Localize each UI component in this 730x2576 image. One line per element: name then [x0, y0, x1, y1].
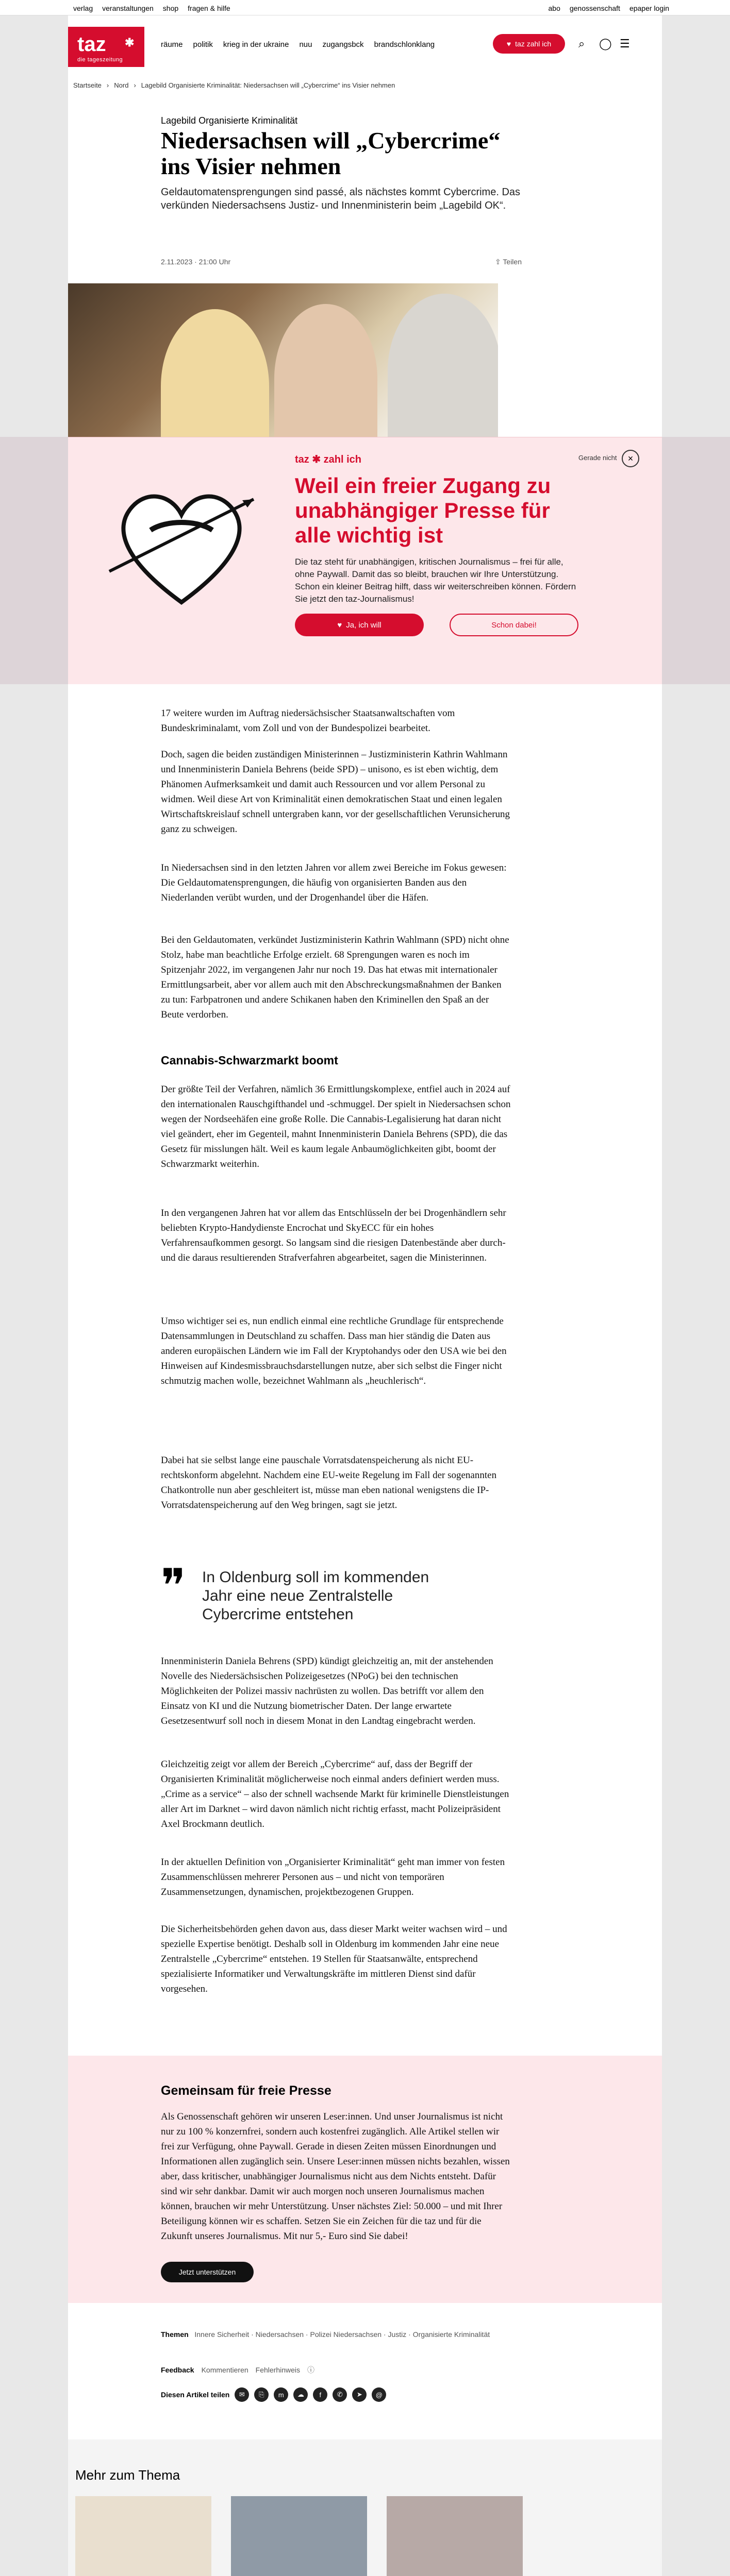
pull-quote-text: In Oldenburg soll im kommenden Jahr eine neue Zentralstelle Cybercrime entstehen: [202, 1569, 429, 1623]
user-icon[interactable]: ◯: [599, 37, 612, 50]
article-paragraph: Gleichzeitig zeigt vor allem der Bereich „Cybercrime“ auf, dass der Begriff der Organisierten Kriminalität möglicherweise noch einmal anders definiert werden muss. „Crime as a service“ – also der schnell wachsende Markt für kriminelle Dienstleistungen aller Art im Darknet – wird davon nämlich nicht richtig erfasst, macht Polizeipräsident Axel Brockmann deutlich.: [161, 1759, 509, 1829]
article-teaser: Geldautomatensprengungen sind passé, als nächstes kommt Cybercrime. Das verkünden Niedersachsens Justiz- und Innenministerin beim „Lagebild OK“.: [161, 187, 521, 211]
share-icon: ⇪: [495, 258, 503, 266]
related-card[interactable]: [231, 2496, 367, 2576]
yes-button[interactable]: [295, 614, 424, 636]
article-date: 2.11.2023 · 21:00 Uhr: [161, 258, 231, 266]
taz-zahl-ich-button[interactable]: [493, 34, 565, 54]
help-icon[interactable]: ⓘ: [307, 2366, 315, 2374]
not-now-link[interactable]: Gerade nicht: [578, 454, 617, 462]
related-card[interactable]: [387, 2496, 523, 2576]
share-button[interactable]: [495, 258, 522, 266]
search-icon[interactable]: ⌕: [578, 37, 585, 50]
feedback-label: Feedback: [161, 2366, 194, 2374]
support-text: Als Genossenschaft gehören wir unseren Leser:innen. Und unser Journalismus ist nicht nur zu 100 % konzernfrei, sondern auch kostenfrei zugänglich. Alle Artikel stellen wir frei zur Verfügung, ohne Paywall. Gerade in diesen Zeiten müssen Einordnungen und Informationen allen zugänglich sein. Unsere Leser:innen müssen nichts bezahlen, wissen aber, dass kritischer, unabhängiger Journalismus nicht aus dem Nichts entsteht. Dafür sind wir sehr dankbar. Damit wir auch morgen noch unseren Journalismus machen können, brauchen wir mehr Unterstützung. Unser nächstes Ziel: 50.000 – und mit Ihrer Beteiligung können wir es schaffen. Setzen Sie ein Zeichen für die taz und für die Zukunft unseres Journalismus. Mit nur 5,- Euro sind Sie dabei!: [161, 2111, 510, 2242]
close-icon[interactable]: ×: [622, 450, 639, 467]
utility-link-help[interactable]: fragen & hilfe: [188, 4, 230, 12]
breadcrumb-home[interactable]: Startseite: [73, 81, 102, 89]
whatsapp-icon[interactable]: ✆: [333, 2387, 347, 2402]
article-paragraph: Die Sicherheitsbehörden gehen davon aus, dass dieser Markt weiter wachsen wird – und spezielle Expertise benötigt. Deshalb soll in Oldenburg im kommenden Jahr eine neue Zentralstelle „Cybercrime“ entstehen. 19 Stellen für Staatsanwälte, entsprechend spezialisierte Informatiker und Verwaltungskräfte im mittleren Dienst sind dafür vorgesehen.: [161, 1924, 507, 1994]
tag-link[interactable]: Organisierte Kriminalität: [412, 2330, 490, 2338]
copy-link-icon[interactable]: ⎘: [254, 2387, 269, 2402]
tag-link[interactable]: Niedersachsen: [255, 2330, 304, 2338]
article-paragraph: Doch, sagen die beiden zuständigen Ministerinnen – Justizministerin Kathrin Wahlmann und Innenministerin Daniela Behrens (beide SPD) – unisono, es ist eben wichtig, dem Phänomen Aufmerksamkeit und damit auch Ressourcen und vor allem Personal zu widmen. Weil diese Art von Kriminalität einen demokratischen Staat und einen legalen Wirtschaftskreislauf schnell untergraben kann, vor der gesellschaftlichen Verunsicherung ganz zu schweigen.: [161, 749, 510, 835]
telegram-icon[interactable]: ➤: [352, 2387, 367, 2402]
related-section: [68, 2439, 662, 2576]
breadcrumb-separator: ›: [134, 81, 136, 89]
nav-item-4[interactable]: nuu: [299, 40, 312, 49]
subheading: Cannabis-Schwarzmarkt boomt: [161, 1054, 338, 1067]
utility-bar: [0, 0, 730, 15]
comment-link[interactable]: Kommentieren: [201, 2366, 248, 2374]
facebook-icon[interactable]: f: [313, 2387, 327, 2402]
hero-person-2: [274, 304, 377, 453]
article-paragraph: Dabei hat sie selbst lange eine pauschale Vorratsdatenspeicherung als nicht EU-rechtskonform abgelehnt. Nachdem eine EU-weite Regelung im Fall der sogenannten Chatkontrolle nun aber geschleitert ist, müsse man eben national wenigstens die IP-Vorratsdatenspeicherung auf den Weg bringen, sagt sie jetzt.: [161, 1455, 497, 1511]
taz-heart-icon: [104, 468, 259, 623]
paw-icon: ✱: [125, 36, 135, 49]
bluesky-icon[interactable]: ☁: [293, 2387, 308, 2402]
taz-zahl-ich-label: taz zahl ich: [515, 40, 552, 48]
threads-icon[interactable]: @: [372, 2387, 386, 2402]
article-paragraph: In den vergangenen Jahren hat vor allem das Entschlüsseln der bei Drogenhändlern sehr beliebten Krypto-Handydienste Encrochat und SkyECC für ein hohes Verfahrensaufkommen gesorgt. So langsam sind die riesigen Datenbestände aber durch- und die daraus resultierenden Strafverfahren abgearbeitet, sagen die Ministerinnen.: [161, 1208, 506, 1263]
menu-icon[interactable]: ☰: [620, 37, 630, 50]
breadcrumb-separator: ›: [106, 81, 109, 89]
article-paragraph: In Niedersachsen sind in den letzten Jahren vor allem zwei Bereiche im Fokus gewesen: Die Geldautomatensprengungen, die häufig von organisierten Banden aus den Niederlanden verübt wurden, und der Drogenhandel über die Häfen.: [161, 862, 507, 903]
related-card-image: [75, 2496, 211, 2576]
utility-link-genossenschaft[interactable]: genossenschaft: [569, 4, 620, 12]
article-paragraph: 17 weitere wurden im Auftrag niedersächsischer Staatsanwaltschaften vom Bundeskriminalamt, vom Zoll und von der Bundespolizei bearbeitet.: [161, 708, 455, 734]
modal-text: Die taz steht für unabhängigen, kritischen Journalismus – frei für alle, ohne Paywall. Damit das so bleibt, brauchen wir Ihre Unterstützung. Schon ein kleiner Beitrag hilft, dass wir weiterschreiben können. Fördern Sie jetzt den taz-Journalismus!: [295, 557, 576, 604]
support-title: Gemeinsam für freie Presse: [161, 2083, 331, 2098]
article-paragraph: Innenministerin Daniela Behrens (SPD) kündigt gleichzeitig an, mit der anstehenden Novelle des Niedersächsischen Polizeigesetzes (NPoG) bei den technischen Möglichkeiten der Polizei massiv nachrüsten zu wollen. Das betrifft vor allem den Einsatz von KI und die Nutzung biometrischer Daten. Der lange erwartete Gesetzesentwurf soll noch in diesem Monat in den Landtag eingebracht werden.: [161, 1656, 493, 1726]
hero-person-3: [388, 294, 498, 448]
topic-tags: Themen Innere Sicherheit · Niedersachsen · Polizei Niedersachsen · Justiz · Organisierte Kriminalität: [161, 2330, 490, 2338]
breadcrumb: [73, 81, 395, 89]
share-label: Teilen: [503, 258, 522, 266]
related-card[interactable]: [75, 2496, 211, 2576]
breadcrumb-current: Lagebild Organisierte Kriminalität: Niedersachsen will „Cybercrime“ ins Visier nehmen: [141, 81, 395, 89]
article-kicker: Lagebild Organisierte Kriminalität: [161, 115, 298, 126]
share-row: [161, 2387, 386, 2402]
nav-item-2[interactable]: politik: [193, 40, 213, 49]
article-paragraph: Bei den Geldautomaten, verkündet Justizministerin Kathrin Wahlmann (SPD) nicht ohne Stolz, habe man beachtliche Erfolge erzielt. 68 Sprengungen waren es noch im Spitzenjahr 2022, im vergangenen Jahr nur noch 19. Das hat etwas mit internationaler Ermittlungsarbeit, aber vor allem auch mit den Abschreckungsmaßnahmen der Banken zu tun: Farbpatronen und andere Schikanen haben den Kriminellen den Spaß an der Beute verdorben.: [161, 935, 509, 1020]
quote-mark-icon: ❞: [161, 1561, 186, 1612]
article-meta: [161, 258, 522, 266]
heart-icon: ♥: [337, 620, 342, 630]
article-paragraph: Der größte Teil der Verfahren, nämlich 36 Ermittlungskomplexe, entfiel auch in 2024 auf den internationalen Rauschgifthandel und -schmuggel. Der spielt in Niedersachsen schon wegen der Nordseehäfen eine große Rolle. Die Cannabis-Legalisierung hat daran nicht viel geändert, eher im Gegenteil, mahnt Innenministerin Daniela Behrens (SPD), die das Gesetz für misslungen hält. Weil es kaum legale Anbaumöglichkeiten gibt, boomt der Schwarzmarkt weiterhin.: [161, 1084, 511, 1170]
related-title: Mehr zum Thema: [75, 2467, 180, 2483]
nav-item-5[interactable]: zugangsbck: [322, 40, 364, 49]
nav-item-6[interactable]: brandschlonklang: [374, 40, 435, 49]
related-card-image: [231, 2496, 367, 2576]
site-header: [68, 27, 662, 66]
utility-link-shop[interactable]: shop: [162, 4, 179, 12]
tag-link[interactable]: Innere Sicherheit: [194, 2330, 250, 2338]
modal-brand: taz ✱ zahl ich: [295, 454, 362, 465]
utility-links-left: [73, 4, 230, 12]
article-title: Niedersachsen will „Cybercrime“ ins Visier nehmen: [161, 127, 501, 179]
page: [68, 15, 662, 2576]
feedback-row: [161, 2365, 314, 2375]
related-card-image: [387, 2496, 523, 2576]
support-button[interactable]: Jetzt unterstützen: [161, 2262, 254, 2282]
yes-button-label: Ja, ich will: [346, 620, 381, 630]
article-paragraph: Umso wichtiger sei es, nun endlich einmal eine rechtliche Grundlage für entsprechende Datensammlungen in Deutschland zu schaffen. Dass man hier ständig die Daten aus anderen europäischen Ländern wie im Fall der Kryptohandys oder den USA wie bei den Hinweisen auf Kindesmissbrauchsdarstellungen nutze, aber sich selbst die Finger nicht schmutzig machen wolle, bezeichnet Wahlmann als „heuchlerisch“.: [161, 1316, 507, 1386]
mail-icon[interactable]: ✉: [235, 2387, 249, 2402]
heart-icon: ♥: [506, 40, 511, 48]
tag-link[interactable]: Justiz: [388, 2330, 407, 2338]
utility-link-epaper[interactable]: epaper login: [629, 4, 669, 12]
utility-link-verlag[interactable]: verlag: [73, 4, 93, 12]
utility-link-abo[interactable]: abo: [548, 4, 560, 12]
article-paragraph: In der aktuellen Definition von „Organisierter Kriminalität“ geht man immer von festen Zusammenschlüssen mehrerer Personen aus – und nicht von temporären Zusammensetzungen, dynamischen, projektbezogenen Gruppen.: [161, 1857, 505, 1897]
logo-text: taz: [77, 33, 106, 56]
share-row-label: Diesen Artikel teilen: [161, 2391, 230, 2399]
already-member-button[interactable]: Schon dabei!: [450, 614, 578, 636]
mastodon-icon[interactable]: m: [274, 2387, 288, 2402]
donation-modal: [68, 437, 662, 684]
modal-title: Weil ein freier Zugang zu unabhängiger Presse für alle wichtig ist: [295, 473, 551, 547]
taz-logo[interactable]: [68, 27, 144, 67]
support-box: [68, 2056, 662, 2303]
tag-link[interactable]: Polizei Niedersachsen: [310, 2330, 382, 2338]
nav-item-1[interactable]: räume: [161, 40, 183, 49]
logo-subtitle: die tageszeitung: [77, 57, 123, 63]
utility-links-right: [549, 4, 670, 12]
error-report-link[interactable]: Fehlerhinweis: [255, 2366, 301, 2374]
utility-link-veranstaltungen[interactable]: veranstaltungen: [102, 4, 154, 12]
nav-item-3[interactable]: krieg in der ukraine: [223, 40, 289, 49]
main-nav: [161, 40, 435, 49]
breadcrumb-section[interactable]: Nord: [114, 81, 129, 89]
tags-label: Themen: [161, 2330, 189, 2338]
